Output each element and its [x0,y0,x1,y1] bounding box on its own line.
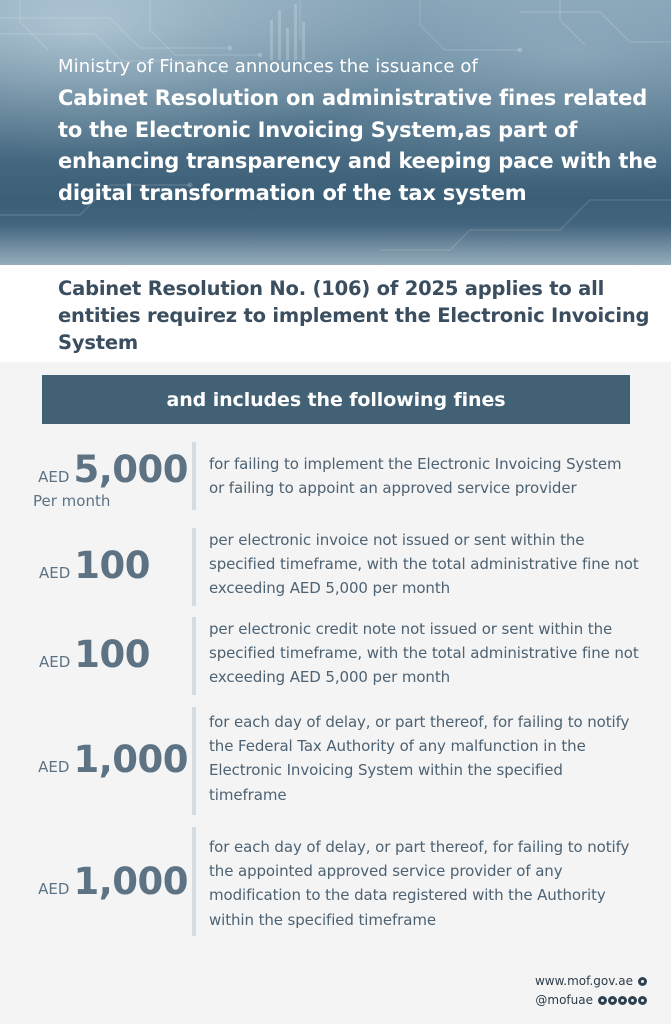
instagram-icon[interactable] [598,996,607,1005]
website-line [535,972,647,991]
fine-frequency-label: Per month [33,492,111,510]
fine-divider [192,827,196,936]
announcement-intro: Ministry of Finance announces the issuance of [58,56,478,77]
fine-description: per electronic credit note not issued or sent within the specified timeframe, with the total administrative fine not exceeding AED 5,000 per month [209,620,639,687]
announcement-headline: Cabinet Resolution on administrative fines related to the Electronic Invoicing System,as part of enhancing transparency and keeping pace with the digital transformation of the tax system [58,86,658,205]
linkedin-icon[interactable] [628,996,637,1005]
fine-divider [192,528,196,606]
fine-value: 100 [74,633,150,676]
header-banner [0,0,671,265]
x-icon[interactable] [608,996,617,1005]
social-icons [598,996,647,1005]
fine-description: for failing to implement the Electronic Invoicing System or failing to appoint an approved service provider [209,455,622,498]
fine-currency: AED [38,880,70,898]
fine-description: for each day of delay, or part thereof, for failing to notify the Federal Tax Authority of any malfunction in the Electronic Invoicing System within the specified timeframe [209,713,630,804]
fine-amount [0,633,150,676]
fine-description: for each day of delay, or part thereof, for failing to notify the appointed approved service provider of any modification to the data registered with the Authority within the specified timeframe [209,838,630,929]
resolution-scope-section [0,265,671,362]
website-link[interactable]: www.mof.gov.ae [534,974,633,988]
social-line [535,991,647,1010]
resolution-scope-text: Cabinet Resolution No. (106) of 2025 applies to all entities requirez to implement the Electronic Invoicing System [58,277,650,354]
fine-amount [0,544,150,587]
fine-divider [192,707,196,815]
fine-divider [192,442,196,510]
fine-amount [0,860,188,903]
youtube-icon[interactable] [618,996,627,1005]
fine-currency: AED [38,468,70,486]
banner-bottom-glow [0,225,671,265]
footer-contact [535,972,647,1010]
fine-value: 1,000 [73,860,188,903]
fine-value: 100 [74,544,150,587]
fines-header-bar [42,375,630,424]
globe-icon [638,977,647,986]
fine-amount [0,738,188,781]
facebook-icon[interactable] [638,996,647,1005]
fine-currency: AED [38,564,71,582]
fines-header-text: and includes the following fines [166,388,506,411]
fine-description: per electronic invoice not issued or sent within the specified timeframe, with the total administrative fine not exceeding AED 5,000 per month [209,531,639,598]
fine-divider [192,617,196,695]
fine-currency: AED [38,758,70,776]
fine-value: 1,000 [73,738,188,781]
fine-amount [0,448,188,491]
fine-value: 5,000 [73,448,188,491]
social-handle[interactable]: @mofuae [535,993,593,1007]
fine-currency: AED [38,653,71,671]
